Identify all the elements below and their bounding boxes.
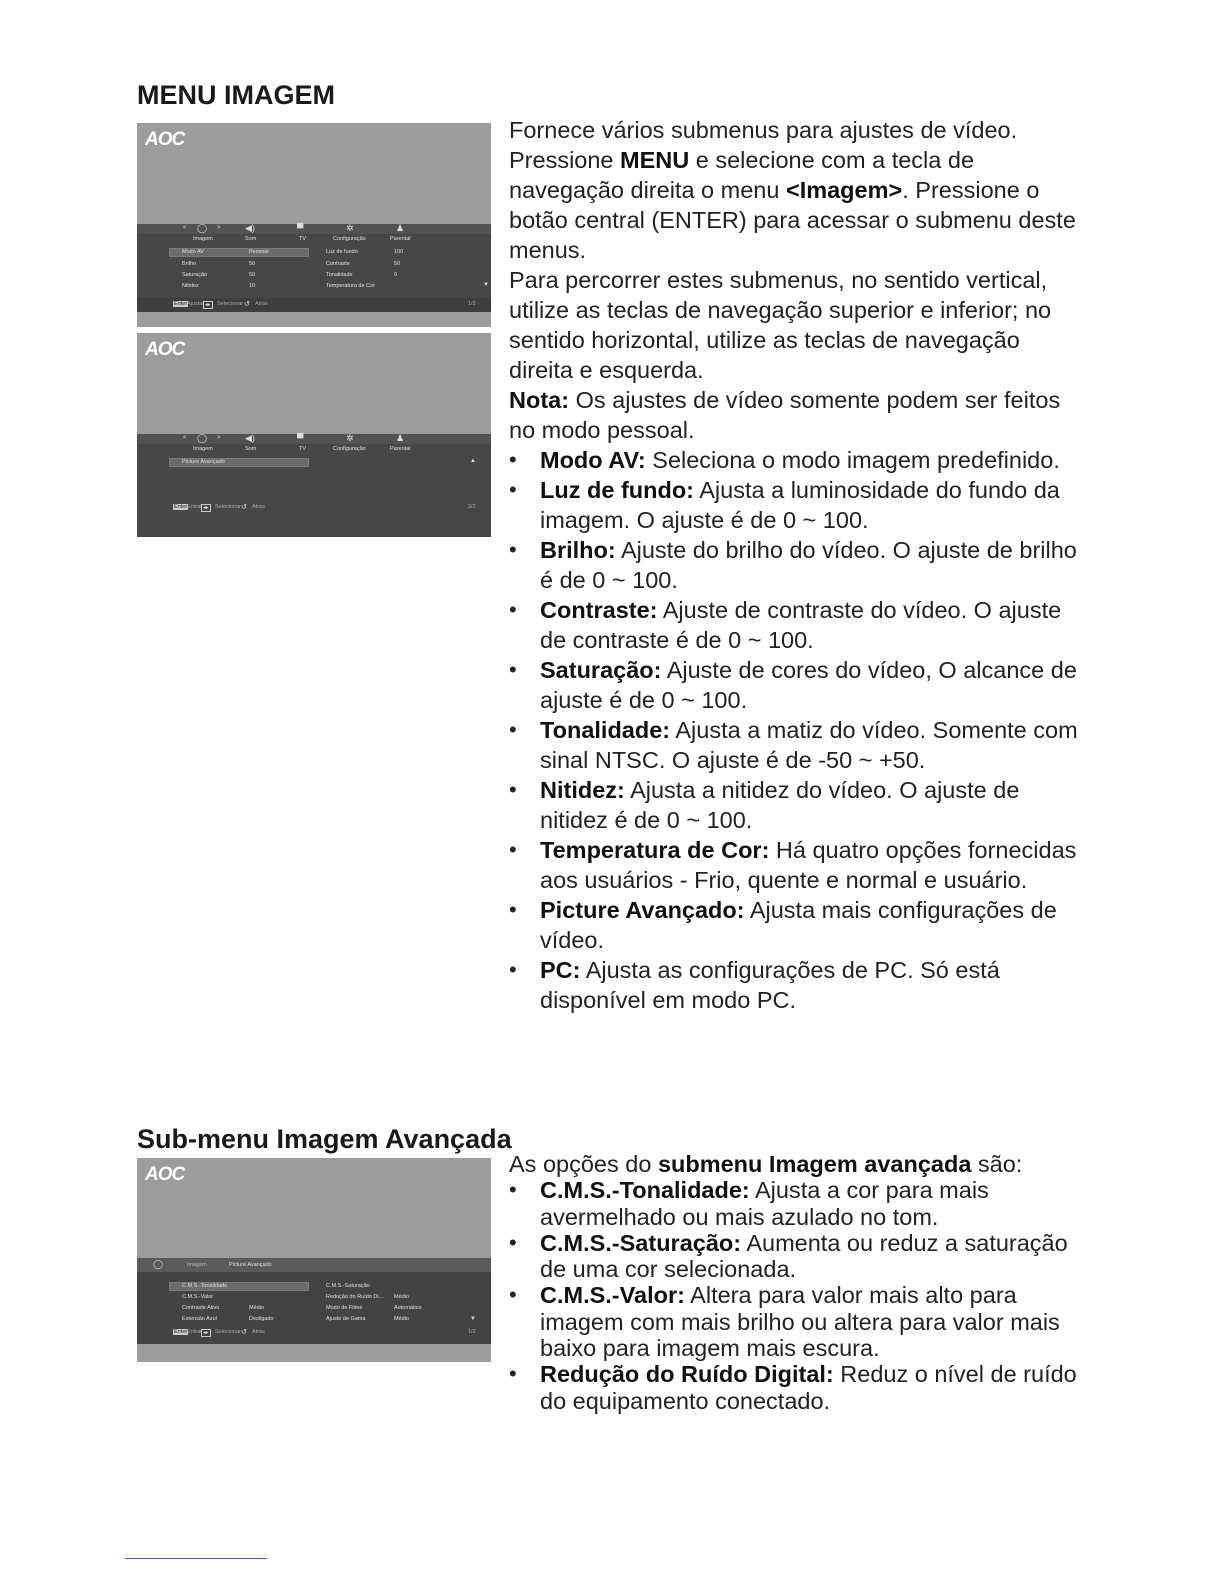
text-segment: Para percorrer estes submenus, no sentido vertical, utilize as teclas de navegação superior e inferior; no sentido horizontal, utilize as teclas de navegação direita e esquerda. bbox=[509, 267, 1052, 383]
tv-icon: ▀ bbox=[297, 433, 304, 443]
bullet-term: C.M.S.-Saturação: bbox=[540, 1229, 742, 1256]
text-segment-bold: submenu Imagem avançada bbox=[657, 1151, 972, 1177]
bullet-text: Aumenta ou reduz a saturação de uma cor selecionada. bbox=[540, 1229, 1068, 1283]
bullet-item bbox=[509, 655, 1089, 715]
footnote-divider bbox=[125, 1558, 267, 1559]
bullet-term: PC: bbox=[540, 957, 581, 983]
menu-item-label[interactable]: Tonalidade bbox=[326, 272, 353, 278]
gear-icon: ✲ bbox=[346, 433, 354, 443]
enter-key-icon: Enter bbox=[174, 1329, 188, 1335]
menu-item-label[interactable]: Temperatura de Cor bbox=[326, 283, 375, 289]
menu-item-label[interactable]: Nitidez bbox=[182, 283, 199, 289]
menu-item-label[interactable]: Modo AV bbox=[182, 249, 204, 255]
menu-item-value: Médio bbox=[249, 1305, 264, 1311]
bullet-text: Ajuste de contraste do vídeo. O ajuste de contraste é de 0 ~ 100. bbox=[540, 597, 1062, 653]
navigation-paragraph bbox=[509, 265, 1089, 385]
footer-hint: Atrás bbox=[255, 301, 268, 307]
tab-parental[interactable]: Parental bbox=[390, 236, 411, 242]
tv-screen-menu-imagem-page1 bbox=[137, 123, 491, 327]
bullet-item bbox=[509, 775, 1089, 835]
text-segment: Os ajustes de vídeo somente podem ser feitos no modo pessoal. bbox=[509, 387, 1061, 443]
chevron-right-icon: > bbox=[217, 435, 221, 441]
menu-item-value: Automático bbox=[394, 1305, 422, 1311]
gear-icon: ✲ bbox=[346, 223, 354, 233]
bullet-text: Ajusta a matiz do vídeo. Somente com sinal NTSC. O ajuste é de -50 ~ +50. bbox=[540, 717, 1078, 773]
menu-item-label[interactable]: Ajuste de Gama bbox=[326, 1316, 366, 1322]
back-icon: ↺ bbox=[241, 1329, 247, 1336]
scroll-down-icon[interactable]: ▼ bbox=[470, 1316, 476, 1322]
bullet-term: Tonalidade: bbox=[540, 717, 671, 743]
menu-item-value: Desligado bbox=[249, 1316, 274, 1322]
page-indicator: 1/2 bbox=[468, 301, 476, 307]
footer-hint: Selecionar bbox=[217, 301, 243, 307]
menu-item-value: Médio bbox=[394, 1294, 409, 1300]
chevron-left-icon: < bbox=[183, 225, 187, 231]
menu-item-value: 0 bbox=[394, 272, 398, 278]
footer-hint: Selecionar bbox=[215, 504, 241, 510]
tab-som[interactable]: Som bbox=[245, 446, 257, 452]
bullet-text: Ajusta mais configurações de vídeo. bbox=[540, 897, 1057, 953]
scroll-down-icon[interactable]: ▼ bbox=[483, 282, 489, 288]
back-icon: ↺ bbox=[244, 301, 250, 308]
bullet-term: Redução do Ruído Digital: bbox=[540, 1361, 834, 1388]
breadcrumb-bar bbox=[137, 1258, 491, 1272]
bullet-text: Há quatro opções fornecidas aos usuários - Frio, quente e normal e usuário. bbox=[540, 837, 1077, 893]
bullet-term: Temperatura de Cor: bbox=[540, 837, 770, 863]
bullet-term: Saturação: bbox=[540, 657, 662, 683]
tv-screen-picture-avancado bbox=[137, 1158, 491, 1362]
tab-configuracao[interactable]: Configuração bbox=[333, 236, 366, 242]
bullet-term: Luz de fundo: bbox=[540, 477, 695, 503]
back-icon: ↺ bbox=[241, 504, 247, 511]
bullet-term: C.M.S.-Valor: bbox=[540, 1282, 685, 1309]
speaker-icon: ◀) bbox=[245, 433, 255, 443]
osd-menu-panel bbox=[137, 444, 491, 537]
footer-hint: Entrar bbox=[187, 504, 202, 510]
footer-hint: Ajustar bbox=[187, 301, 205, 307]
tab-som[interactable]: Som bbox=[245, 236, 257, 242]
page-indicator: 1/2 bbox=[468, 1329, 476, 1335]
enter-key-icon: Enter bbox=[174, 504, 188, 510]
footer-hint: Atrás bbox=[252, 504, 265, 510]
tab-configuracao[interactable]: Configuração bbox=[333, 446, 366, 452]
bullet-item bbox=[509, 535, 1089, 595]
menu-item-label[interactable]: Contraste bbox=[326, 261, 350, 267]
tab-imagem[interactable]: Imagem bbox=[193, 236, 213, 242]
tab-parental[interactable]: Parental bbox=[390, 446, 411, 452]
picture-circle-icon: ◯ bbox=[197, 223, 208, 233]
menu-item-value: 50 bbox=[394, 261, 401, 267]
menu-icon-bar bbox=[137, 434, 491, 444]
text-segment: . Pressione o botão central (ENTER) para acessar o submenu deste menus. bbox=[509, 177, 1076, 263]
menu-item-label[interactable]: Brilho bbox=[182, 261, 197, 267]
breadcrumb-item[interactable]: Imagem bbox=[187, 1262, 207, 1268]
bullet-item bbox=[509, 1177, 1089, 1230]
menu-imagem-description bbox=[509, 115, 1089, 1015]
scroll-up-icon[interactable]: ▲ bbox=[470, 458, 476, 464]
section-title-sub-menu-imagem-avancada: Sub-menu Imagem Avançada bbox=[137, 1124, 512, 1154]
bullet-text: Ajusta a luminosidade do fundo da imagem. O ajuste é de 0 ~ 100. bbox=[540, 477, 1060, 533]
footer-hint: Selecionar bbox=[215, 1329, 241, 1335]
page-indicator: 2/2 bbox=[468, 504, 476, 510]
sub-menu-imagem-avancada-description bbox=[509, 1151, 1089, 1414]
bullet-text: Ajuste de cores do vídeo, O alcance de ajuste é de 0 ~ 100. bbox=[540, 657, 1077, 713]
bullet-item bbox=[509, 895, 1089, 955]
text-segment: Fornece vários submenus para ajustes de vídeo. Pressione bbox=[509, 117, 1018, 173]
text-segment: As opções do bbox=[509, 1151, 658, 1177]
menu-item-label[interactable]: Saturação bbox=[182, 272, 208, 278]
aoc-logo: AOC bbox=[145, 1164, 185, 1185]
bullet-text: Ajusta a cor para mais avermelhado ou mais azulado no tom. bbox=[540, 1177, 989, 1230]
chevron-right-icon: > bbox=[217, 225, 221, 231]
menu-item-value: Médio bbox=[394, 1316, 409, 1322]
osd-footer bbox=[137, 298, 491, 312]
text-segment: são: bbox=[971, 1151, 1023, 1177]
parental-users-icon: ♟ bbox=[396, 223, 405, 233]
menu-item-label[interactable]: Extensão Azul bbox=[182, 1316, 217, 1322]
tab-tv[interactable]: TV bbox=[299, 446, 307, 452]
breadcrumb-item[interactable]: Picture Avançado bbox=[229, 1262, 272, 1268]
nav-keys-icon: ◂▸ bbox=[203, 1330, 209, 1336]
menu-item-label[interactable]: C.M.S.-Valor bbox=[182, 1294, 214, 1300]
tv-icon: ▀ bbox=[297, 223, 304, 233]
bullet-term: Picture Avançado: bbox=[540, 897, 745, 923]
bullet-text: Altera para valor mais alto para imagem com mais brilho ou altera para valor mais baixo para imagem mais escura. bbox=[540, 1282, 1060, 1362]
menu-item-value: 50 bbox=[249, 272, 256, 278]
bullet-item bbox=[509, 715, 1089, 775]
aoc-logo: AOC bbox=[145, 129, 185, 150]
bullet-text: Reduz o nível de ruído do equipamento conectado. bbox=[540, 1361, 1077, 1414]
menu-item-label[interactable]: Modo de Filme bbox=[326, 1305, 363, 1311]
picture-circle-icon: ◯ bbox=[153, 1259, 164, 1269]
intro-paragraph bbox=[509, 1151, 1089, 1177]
bullet-term: Brilho: bbox=[540, 537, 616, 563]
note-label: Nota: bbox=[509, 387, 570, 413]
footer-hint: Atrás bbox=[252, 1329, 265, 1335]
bullet-item bbox=[509, 835, 1089, 895]
bullet-text: Ajuste do brilho do vídeo. O ajuste de brilho é de 0 ~ 100. bbox=[540, 537, 1077, 593]
menu-item-label[interactable]: C.M.S.-Tonalidade bbox=[182, 1283, 228, 1289]
nav-keys-icon: ◂▸ bbox=[205, 302, 211, 308]
menu-item-value: Pessoal bbox=[249, 249, 269, 255]
menu-item-value: 50 bbox=[249, 261, 256, 267]
text-segment-bold: <Imagem> bbox=[785, 177, 903, 203]
bullet-term: Modo AV: bbox=[540, 447, 646, 473]
speaker-icon: ◀) bbox=[245, 223, 255, 233]
tab-tv[interactable]: TV bbox=[299, 236, 307, 242]
note-paragraph bbox=[509, 385, 1089, 445]
text-segment: e selecione com a tecla de navegação direita o menu bbox=[509, 147, 975, 203]
osd-menu-panel bbox=[137, 234, 491, 298]
bullet-text: Ajusta a nitidez do vídeo. O ajuste de nitidez é de 0 ~ 100. bbox=[540, 777, 1020, 833]
tab-imagem[interactable]: Imagem bbox=[193, 446, 213, 452]
intro-paragraph bbox=[509, 115, 1089, 265]
text-segment-bold: MENU bbox=[620, 147, 690, 173]
enter-key-icon: Enter bbox=[174, 301, 188, 307]
picture-circle-icon: ◯ bbox=[197, 433, 208, 443]
bullet-item bbox=[509, 1230, 1089, 1283]
osd-menu-panel bbox=[137, 1272, 491, 1344]
bullet-term: Nitidez: bbox=[540, 777, 625, 803]
parental-users-icon: ♟ bbox=[396, 433, 405, 443]
bullet-text: Ajusta as configurações de PC. Só está disponível em modo PC. bbox=[540, 957, 1000, 1013]
bullet-item bbox=[509, 475, 1089, 535]
tv-screen-menu-imagem-page2 bbox=[137, 333, 491, 537]
bullet-item bbox=[509, 595, 1089, 655]
bullet-term: Contraste: bbox=[540, 597, 658, 623]
bullet-term: C.M.S.-Tonalidade: bbox=[540, 1177, 750, 1204]
bullet-text: Seleciona o modo imagem predefinido. bbox=[645, 447, 1060, 473]
bullet-item bbox=[509, 445, 1089, 475]
menu-item-picture-avancado[interactable]: Picture Avançado bbox=[182, 459, 225, 465]
bullet-item bbox=[509, 955, 1089, 1015]
menu-item-label[interactable]: Redução do Ruído Di... bbox=[326, 1294, 384, 1300]
menu-item-label[interactable]: Contraste Ativo bbox=[182, 1305, 220, 1311]
bullet-item bbox=[509, 1361, 1089, 1414]
footer-hint: Entrar bbox=[187, 1329, 202, 1335]
menu-item-label[interactable]: C.M.S.-Saturação bbox=[326, 1283, 370, 1289]
nav-keys-icon: ◂▸ bbox=[203, 505, 209, 511]
menu-icon-bar bbox=[137, 224, 491, 234]
menu-item-value: 10 bbox=[249, 283, 256, 289]
menu-item-value: 100 bbox=[394, 249, 404, 255]
aoc-logo: AOC bbox=[145, 339, 185, 360]
section-title-menu-imagem: MENU IMAGEM bbox=[137, 80, 335, 110]
bullet-item bbox=[509, 1282, 1089, 1361]
menu-item-label[interactable]: Luz de fundo bbox=[326, 249, 358, 255]
chevron-left-icon: < bbox=[183, 435, 187, 441]
